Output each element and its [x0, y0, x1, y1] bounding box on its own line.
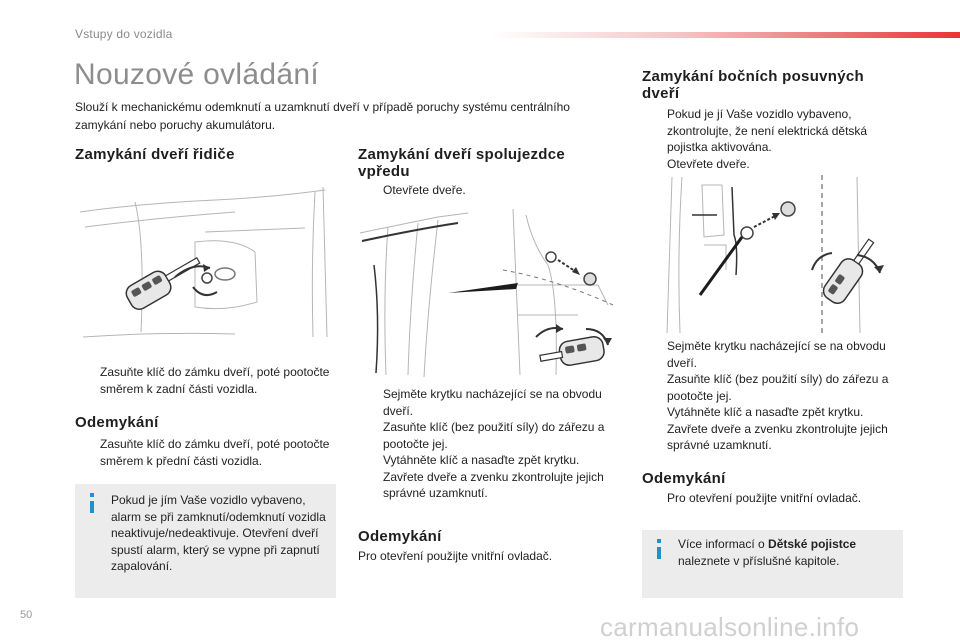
list-item: Vytáhněte klíč a nasaďte zpět krytku.: [667, 405, 864, 419]
list-item: Zavřete dveře a zvenku zkontrolujte jejich správné uzamknutí.: [667, 421, 888, 452]
sliding-door-lock-steps: [642, 338, 904, 454]
list-item: Pro otevření použijte vnitřní ovladač.: [667, 491, 862, 505]
alarm-info-note: [75, 484, 336, 598]
list-item: Otevřete dveře.: [667, 156, 750, 171]
list-item: Sejměte krytku nacházející se na obvodu dveří.: [383, 387, 602, 418]
intro-text: Slouží k mechanickému odemknutí a uzamknutí dveří v případě poruchy systému centrálního zamykání nebo poruchy akumulátoru.: [75, 100, 570, 132]
driver-lock-steps: [75, 364, 335, 397]
sliding-door-prep-steps: [642, 106, 904, 172]
page-title: Nouzové ovládání: [74, 58, 319, 91]
passenger-unlock-heading: Odemykání: [358, 528, 442, 545]
list-item: Otevřete dveře.: [383, 183, 466, 197]
passenger-door-cover-illustration: [358, 205, 618, 380]
sliding-door-unlock-steps: [642, 490, 904, 507]
page-number: 50: [20, 609, 33, 621]
passenger-unlock-text: Pro otevření použijte vnitřní ovladač.: [358, 549, 553, 563]
sliding-door-heading: Zamykání bočních posuvných dveří: [642, 68, 865, 102]
list-item: Zasuňte klíč (bez použití síly) do zářezu a pootočte jej.: [383, 420, 605, 451]
list-item: Zasuňte klíč do zámku dveří, poté pootočte směrem k zadní části vozidla.: [100, 365, 330, 396]
list-item: Pokud je jí Vaše vozidlo vybaveno, zkontrolujte, že není elektrická dětská pojistka aktivována.: [667, 107, 868, 154]
list-item: Zasuňte klíč do zámku dveří, poté pootočte směrem k přední části vozidla.: [100, 437, 330, 468]
driver-unlock-heading: Odemykání: [75, 414, 159, 431]
section-title: Vstupy do vozidla: [75, 27, 173, 41]
child-lock-link-text: Dětské pojistce: [768, 537, 857, 551]
child-lock-info-note: [642, 530, 903, 598]
driver-unlock-steps: [75, 436, 335, 469]
passenger-lock-steps: [358, 386, 620, 502]
note-text: Pokud je jím Vaše vozidlo vybaveno, alarm se při zamknutí/odemknutí vozidla neaktivuje/nedeaktivuje. Otevření dveří spustí alarm, který se vypne při zapnutí zapalování.: [111, 493, 326, 573]
watermark: carmanualsonline.info: [600, 612, 860, 642]
list-item: Vytáhněte klíč a nasaďte zpět krytku.: [383, 453, 580, 467]
note-text: Více informací o Dětské pojistce naleznete v příslušné kapitole.: [678, 537, 857, 568]
info-icon: [90, 493, 94, 497]
passenger-door-heading: Zamykání dveří spolujezdce vpředu: [358, 146, 566, 180]
list-item: Zavřete dveře a zvenku zkontrolujte jejich správné uzamknutí.: [383, 469, 604, 500]
header-accent-bar: [490, 32, 960, 38]
sliding-door-unlock-heading: Odemykání: [642, 470, 726, 487]
passenger-open-steps: [358, 182, 618, 199]
driver-door-heading: Zamykání dveří řidiče: [75, 146, 235, 163]
sliding-door-lock-illustration: [642, 175, 902, 335]
info-icon: [657, 539, 661, 543]
list-item: Sejměte krytku nacházející se na obvodu dveří.: [667, 339, 886, 370]
list-item: Zasuňte klíč (bez použití síly) do zářezu a pootočte jej.: [667, 372, 889, 403]
key-in-door-lock-illustration: [75, 182, 337, 342]
